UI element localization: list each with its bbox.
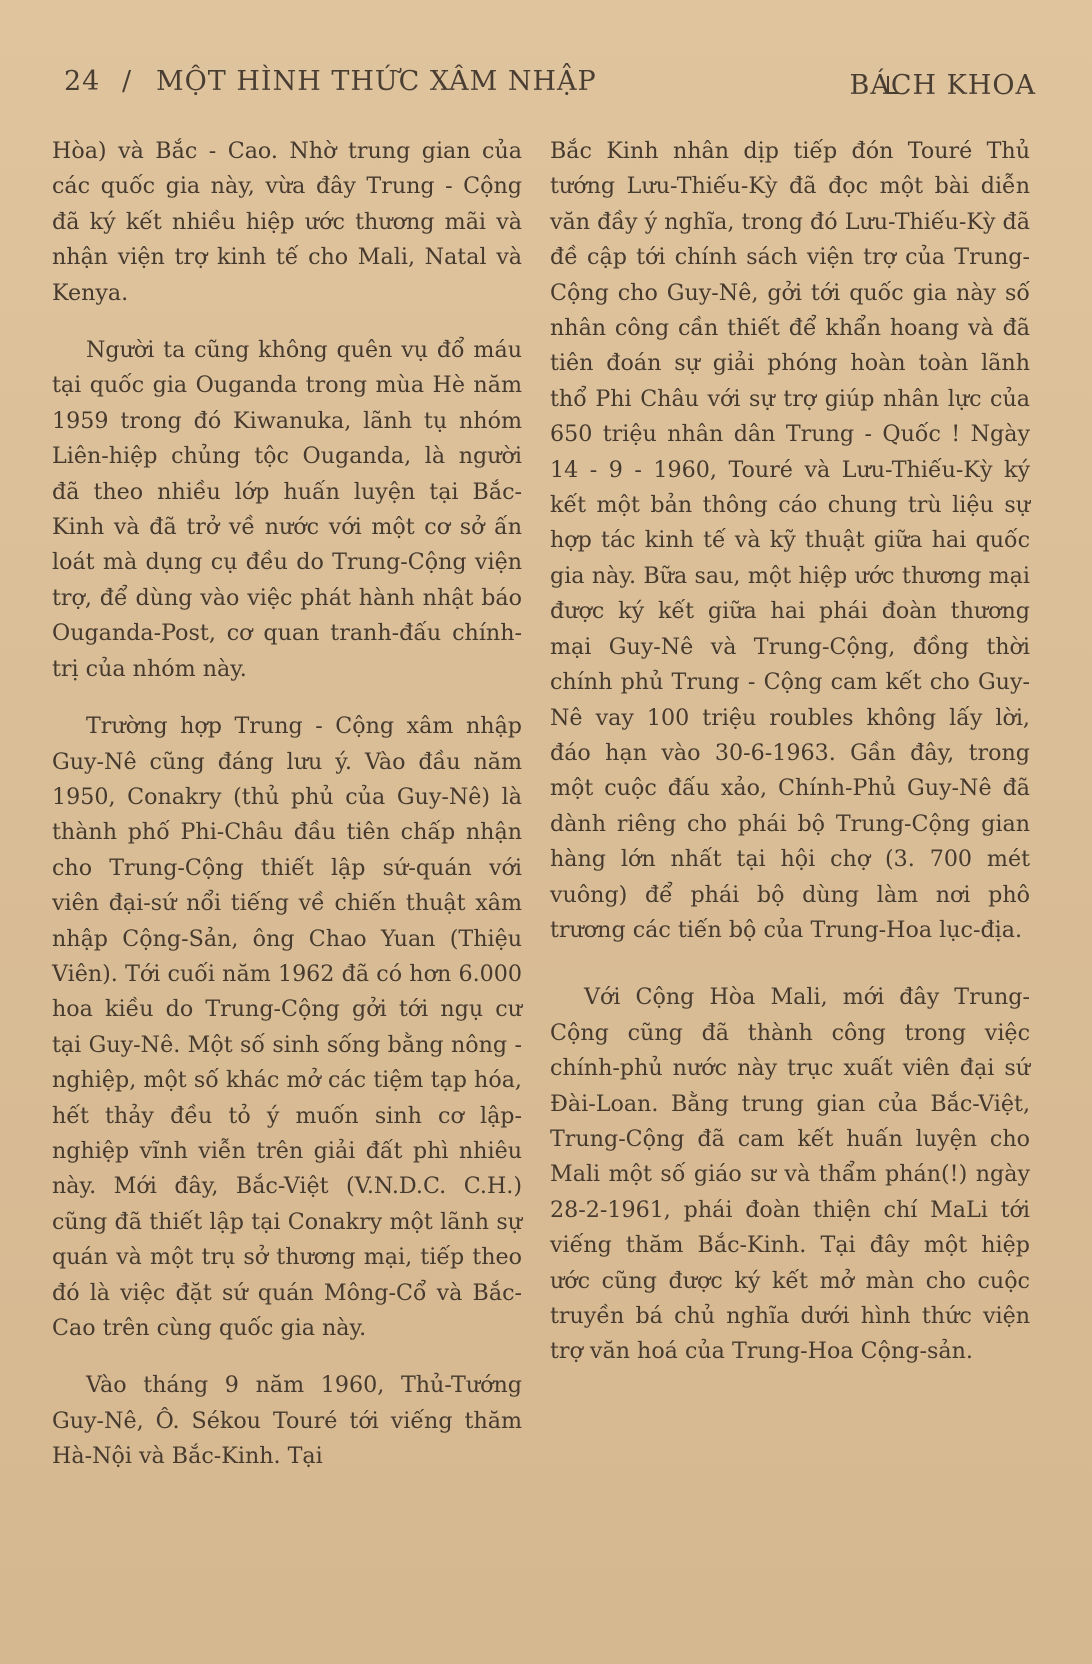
magazine-name: BÁCH KHOA — [849, 70, 1036, 101]
article-title: MỘT HÌNH THỨC XÂM NHẬP — [156, 66, 597, 97]
right-column — [550, 134, 1030, 1370]
paragraph: Với Cộng Hòa Mali, mới đây Trung-Cộng cũng đã thành công trong việc chính-phủ nước này trục xuất viên đại sứ Đài-Loan. Bằng trung gian của Bắc-Việt, Trung-Cộng đã cam kết huấn luyện cho Mali một số giáo sư và thẩm phán(!) ngày 28-2-1961, phái đoàn thiện chí MaLi tới viếng thăm Bắc-Kinh. Tại đây một hiệp ước cũng được ký kết mở màn cho cuộc truyền bá chủ nghĩa dưới hình thức viện trợ văn hoá của Trung-Hoa Cộng-sản. — [550, 984, 1030, 1365]
paragraph: Vào tháng 9 năm 1960, Thủ-Tướng Guy-Nê, Ô. Sékou Touré tới viếng thăm Hà-Nội và Bắc-Kinh. Tại — [52, 1372, 522, 1470]
paragraph: Bắc Kinh nhân dịp tiếp đón Touré Thủ tướng Lưu-Thiếu-Kỳ đã đọc một bài diễn văn đầy ý nghĩa, trong đó Lưu-Thiếu-Kỳ đã đề cập tới chính sách viện trợ của Trung-Cộng cho Guy-Nê, gởi tới quốc gia này số nhân công cần thiết để khẩn hoang và đã tiên đoán sự giải phóng hoàn toàn lãnh thổ Phi Châu với sự trợ giúp nhân lực của 650 triệu nhân dân Trung - Quốc ! Ngày 14 - 9 - 1960, Touré và Lưu-Thiếu-Kỳ ký kết một bản thông cáo chung trù liệu sự hợp tác kinh tế và kỹ thuật giữa hai quốc gia này. Bữa sau, một hiệp ước thương mại được ký kết giữa hai phái đoàn thương mại Guy-Nê và Trung-Cộng, đồng thời chính phủ Trung - Cộng cam kết cho Guy-Nê vay 100 triệu roubles không lấy lời, đáo hạn vào 30-6-1963. Gần đây, trong một cuộc đấu xảo, Chính-Phủ Guy-Nê đã dành riêng cho phái bộ Trung-Cộng gian hàng lớn nhất tại hội chợ (3. 700 mét vuông) để phái bộ dùng làm nơi phô trương các tiến bộ của Trung-Hoa lục-địa. — [550, 138, 1030, 943]
left-column — [52, 134, 522, 1475]
page-header — [64, 62, 1036, 106]
paragraph: Người ta cũng không quên vụ đổ máu tại quốc gia Ouganda trong mùa Hè năm 1959 trong đó Kiwanuka, lãnh tụ nhóm Liên-hiệp chủng tộc Ouganda, là người đã theo nhiều lớp huấn luyện tại Bắc-Kinh và đã trở về nước với một cơ sở ấn loát mà dụng cụ đều do Trung-Cộng viện trợ, để dùng vào việc phát hành nhật báo Ouganda-Post, cơ quan tranh-đấu chính-trị của nhóm này. — [52, 337, 522, 682]
header-separator: / — [122, 66, 133, 97]
paragraph: Trường hợp Trung - Cộng xâm nhập Guy-Nê cũng đáng lưu ý. Vào đầu năm 1950, Conakry (thủ phủ của Guy-Nê) là thành phố Phi-Châu đầu tiên chấp nhận cho Trung-Cộng thiết lập sứ-quán với viên đại-sứ nổi tiếng về chiến thuật xâm nhập Cộng-Sản, ông Chao Yuan (Thiệu Viên). Tới cuối năm 1962 đã có hơn 6.000 hoa kiều do Trung-Cộng gởi tới ngụ cư tại Guy-Nê. Một số sinh sống bằng nông - nghiệp, một số khác mở các tiệm tạp hóa, hết thảy đều tỏ ý muốn sinh cơ lập-nghiệp vĩnh viễn trên giải đất phì nhiêu này. Mới đây, Bắc-Việt (V.N.D.C. C.H.) cũng đã thiết lập tại Conakry một lãnh sự quán và một trụ sở thương mại, tiếp theo đó là việc đặt sứ quán Mông-Cổ và Bắc-Cao trên cùng quốc gia này. — [52, 713, 522, 1341]
paragraph: Hòa) và Bắc - Cao. Nhờ trung gian của các quốc gia này, vừa đây Trung - Cộng đã ký kết nhiều hiệp ước thương mãi và nhận viện trợ kinh tế cho Mali, Natal và Kenya. — [52, 138, 522, 306]
page-number: 24 — [64, 66, 101, 97]
